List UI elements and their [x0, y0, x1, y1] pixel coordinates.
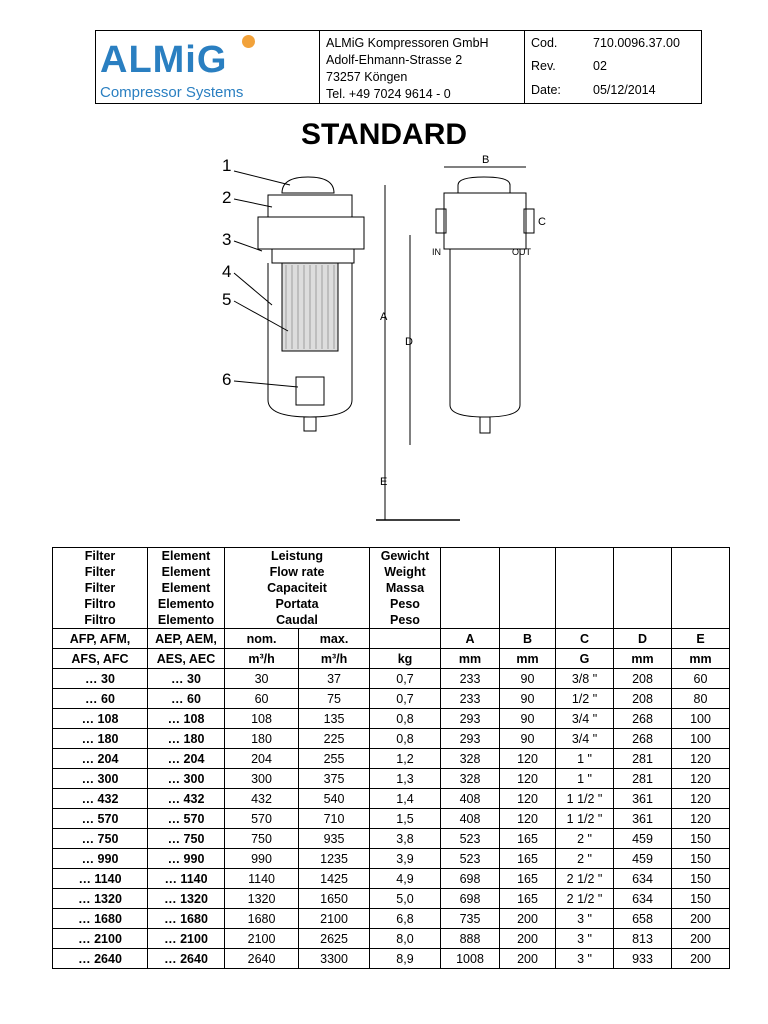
header-cell: G: [556, 649, 614, 669]
table-cell: 1 1/2 ": [556, 809, 614, 829]
table-cell: 1008: [441, 949, 500, 969]
table-cell: … 30: [53, 669, 148, 689]
table-cell: 990: [225, 849, 299, 869]
table-cell: 408: [441, 789, 500, 809]
table-cell: 200: [500, 909, 556, 929]
address-line: Tel. +49 7024 9614 - 0: [326, 87, 451, 101]
table-cell: 5,0: [370, 889, 441, 909]
table-cell: 100: [672, 709, 730, 729]
table-row: [53, 669, 730, 689]
table-row: [53, 949, 730, 969]
table-cell: 813: [614, 929, 672, 949]
header-cell: mm: [441, 649, 500, 669]
table-cell: 1,4: [370, 789, 441, 809]
header-cell: AFS, AFC: [53, 649, 148, 669]
dim-b-label: B: [482, 154, 490, 166]
table-cell: … 2640: [53, 949, 148, 969]
address-line: ALMiG Kompressoren GmbH: [326, 36, 489, 50]
header-cell: mm: [672, 649, 730, 669]
table-cell: 60: [225, 689, 299, 709]
table-cell: 698: [441, 869, 500, 889]
table-cell: 3 ": [556, 949, 614, 969]
page-title: STANDARD: [300, 118, 468, 151]
header-cell: m³/h: [225, 649, 299, 669]
header-cell: mm: [500, 649, 556, 669]
table-cell: 293: [441, 729, 500, 749]
table-cell: … 990: [148, 849, 225, 869]
header-cell: nom.: [225, 629, 299, 649]
dimensions-table: [52, 547, 730, 969]
table-cell: 1 ": [556, 769, 614, 789]
header-blank: [441, 548, 500, 629]
table-row: [53, 689, 730, 709]
table-cell: 180: [225, 729, 299, 749]
table-cell: 0,7: [370, 669, 441, 689]
header-text: Element: [161, 581, 211, 595]
table-row: [53, 889, 730, 909]
header-flow-rate: [225, 548, 370, 629]
table-cell: … 2100: [53, 929, 148, 949]
header-element: [148, 548, 225, 629]
table-header-units: [53, 649, 730, 669]
table-cell: 120: [672, 769, 730, 789]
header-cell: [370, 629, 441, 649]
document-meta: [525, 31, 701, 103]
logo-word: ALMiG: [100, 39, 228, 81]
table-cell: 459: [614, 849, 672, 869]
table-cell: … 1320: [53, 889, 148, 909]
header-cell: mm: [614, 649, 672, 669]
table-cell: 2 1/2 ": [556, 889, 614, 909]
header-text: Elemento: [157, 597, 215, 611]
table-cell: 0,7: [370, 689, 441, 709]
table-cell: 200: [672, 929, 730, 949]
header-cell: max.: [299, 629, 370, 649]
company-address: [320, 31, 525, 103]
meta-value: 02: [593, 59, 607, 74]
table-cell: … 60: [148, 689, 225, 709]
table-cell: 2625: [299, 929, 370, 949]
table-cell: 90: [500, 729, 556, 749]
dim-a-label: A: [380, 311, 388, 323]
header-text: Capaciteit: [267, 581, 327, 595]
table-cell: 120: [500, 769, 556, 789]
header-blank: [672, 548, 730, 629]
header-text: Elemento: [157, 613, 215, 627]
header-blank: [500, 548, 556, 629]
table-cell: 361: [614, 809, 672, 829]
table-cell: 300: [225, 769, 299, 789]
table-cell: 150: [672, 829, 730, 849]
table-cell: 634: [614, 889, 672, 909]
table-cell: 2100: [225, 929, 299, 949]
table-cell: 328: [441, 749, 500, 769]
almig-logo: [96, 31, 320, 103]
table-cell: … 432: [148, 789, 225, 809]
header-cell: AES, AEC: [148, 649, 225, 669]
table-cell: 432: [225, 789, 299, 809]
table-header-codes: [53, 629, 730, 649]
table-cell: 4,9: [370, 869, 441, 889]
table-row: [53, 729, 730, 749]
callout-4: 4: [222, 262, 232, 281]
table-cell: 8,0: [370, 929, 441, 949]
table-cell: … 60: [53, 689, 148, 709]
table-cell: 255: [299, 749, 370, 769]
header-filter: [53, 548, 148, 629]
meta-value: 05/12/2014: [593, 82, 656, 97]
table-cell: 2 ": [556, 849, 614, 869]
header-text: Element: [161, 565, 211, 579]
inlet-label: IN: [432, 247, 441, 257]
table-cell: 1680: [225, 909, 299, 929]
table-cell: … 300: [148, 769, 225, 789]
table-cell: 135: [299, 709, 370, 729]
table-header-languages: [53, 548, 730, 629]
table-cell: … 300: [53, 769, 148, 789]
table-cell: 0,8: [370, 709, 441, 729]
table-cell: … 1680: [148, 909, 225, 929]
callout-6: 6: [222, 370, 232, 389]
table-cell: 1,2: [370, 749, 441, 769]
table-cell: 888: [441, 929, 500, 949]
table-cell: 570: [225, 809, 299, 829]
table-cell: 281: [614, 769, 672, 789]
header-weight: [370, 548, 441, 629]
table-row: [53, 709, 730, 729]
table-cell: 540: [299, 789, 370, 809]
header-cell: B: [500, 629, 556, 649]
table-cell: 3/4 ": [556, 709, 614, 729]
header-cell: AEP, AEM,: [148, 629, 225, 649]
table-row: [53, 849, 730, 869]
table-row: [53, 749, 730, 769]
header-text: Peso: [390, 597, 420, 611]
table-cell: … 990: [53, 849, 148, 869]
header-cell: A: [441, 629, 500, 649]
table-cell: 2 ": [556, 829, 614, 849]
table-cell: … 2640: [148, 949, 225, 969]
table-cell: 208: [614, 689, 672, 709]
table-cell: … 180: [53, 729, 148, 749]
table-cell: 100: [672, 729, 730, 749]
table-cell: 523: [441, 849, 500, 869]
table-cell: 120: [672, 809, 730, 829]
table-cell: 361: [614, 789, 672, 809]
table-cell: 3/4 ": [556, 729, 614, 749]
dim-d-label: D: [405, 336, 413, 348]
header-text: Weight: [384, 565, 426, 579]
table-cell: … 204: [53, 749, 148, 769]
table-cell: 2 1/2 ": [556, 869, 614, 889]
table-cell: 204: [225, 749, 299, 769]
table-cell: 634: [614, 869, 672, 889]
table-cell: 150: [672, 889, 730, 909]
address-line: Adolf-Ehmann-Strasse 2: [326, 53, 463, 67]
table-cell: 1,5: [370, 809, 441, 829]
table-cell: 1/2 ": [556, 689, 614, 709]
table-row: [53, 829, 730, 849]
header-cell: E: [672, 629, 730, 649]
table-cell: 3300: [299, 949, 370, 969]
table-cell: 2640: [225, 949, 299, 969]
header-text: Filter: [84, 581, 116, 595]
logo-subtitle: Compressor Systems: [100, 84, 244, 101]
table-cell: … 1140: [148, 869, 225, 889]
header-cell: D: [614, 629, 672, 649]
table-cell: … 432: [53, 789, 148, 809]
table-cell: … 1140: [53, 869, 148, 889]
table-cell: 120: [500, 809, 556, 829]
header-blank: [614, 548, 672, 629]
table-cell: 1,3: [370, 769, 441, 789]
table-cell: … 570: [53, 809, 148, 829]
meta-value: 710.0096.37.00: [593, 36, 680, 50]
table-cell: 1235: [299, 849, 370, 869]
table-cell: 208: [614, 669, 672, 689]
header-text: Filter: [84, 565, 116, 579]
table-cell: 165: [500, 869, 556, 889]
table-cell: 268: [614, 729, 672, 749]
table-cell: 90: [500, 689, 556, 709]
table-cell: 3,9: [370, 849, 441, 869]
table-cell: 90: [500, 709, 556, 729]
outlet-label: OUT: [512, 247, 531, 257]
table-cell: 459: [614, 829, 672, 849]
table-cell: 1650: [299, 889, 370, 909]
header-cell: kg: [370, 649, 441, 669]
table-cell: 225: [299, 729, 370, 749]
table-cell: 80: [672, 689, 730, 709]
header-cell: C: [556, 629, 614, 649]
table-row: [53, 789, 730, 809]
table-cell: … 108: [53, 709, 148, 729]
table-cell: … 1320: [148, 889, 225, 909]
table-cell: 293: [441, 709, 500, 729]
table-row: [53, 809, 730, 829]
dim-e-label: E: [380, 476, 388, 488]
table-cell: 3 ": [556, 909, 614, 929]
callout-5: 5: [222, 290, 232, 309]
table-cell: 281: [614, 749, 672, 769]
table-cell: … 204: [148, 749, 225, 769]
table-cell: 1425: [299, 869, 370, 889]
meta-label: Rev.: [531, 59, 556, 74]
table-cell: … 180: [148, 729, 225, 749]
table-cell: 233: [441, 689, 500, 709]
table-cell: 1320: [225, 889, 299, 909]
table-cell: 750: [225, 829, 299, 849]
table-cell: 120: [672, 749, 730, 769]
table-row: [53, 929, 730, 949]
table-cell: … 570: [148, 809, 225, 829]
table-cell: 75: [299, 689, 370, 709]
meta-label: Date:: [531, 82, 561, 97]
callout-1: 1: [222, 156, 232, 175]
table-cell: … 2100: [148, 929, 225, 949]
table-cell: 1140: [225, 869, 299, 889]
table-cell: 165: [500, 849, 556, 869]
header-text: Filtro: [84, 597, 116, 611]
table-cell: 3/8 ": [556, 669, 614, 689]
header-text: Portata: [275, 597, 319, 611]
table-cell: 90: [500, 669, 556, 689]
sectional-view: [258, 177, 364, 431]
header-text: Caudal: [276, 613, 318, 627]
table-cell: 8,9: [370, 949, 441, 969]
table-cell: … 750: [53, 829, 148, 849]
table-cell: 935: [299, 829, 370, 849]
table-cell: 165: [500, 889, 556, 909]
table-cell: 3 ": [556, 929, 614, 949]
callout-2: 2: [222, 188, 232, 207]
logo-ball-icon: [242, 35, 255, 48]
filter-technical-drawing: [200, 154, 546, 525]
table-cell: … 1680: [53, 909, 148, 929]
table-cell: 735: [441, 909, 500, 929]
address-line: 73257 Köngen: [326, 70, 408, 84]
table-cell: 200: [672, 949, 730, 969]
table-cell: 165: [500, 829, 556, 849]
header-text: Massa: [385, 581, 425, 595]
header-cell: AFP, AFM,: [53, 629, 148, 649]
table-cell: 933: [614, 949, 672, 969]
callout-3: 3: [222, 230, 232, 249]
header-text: Filter: [84, 549, 116, 563]
dim-c-label: C: [538, 216, 546, 228]
table-cell: 200: [500, 949, 556, 969]
table-cell: 408: [441, 809, 500, 829]
table-cell: … 750: [148, 829, 225, 849]
table-cell: 2100: [299, 909, 370, 929]
table-cell: 233: [441, 669, 500, 689]
table-cell: 1 ": [556, 749, 614, 769]
table-cell: 698: [441, 889, 500, 909]
header-text: Peso: [390, 613, 420, 627]
header-text: Element: [161, 549, 211, 563]
table-cell: 658: [614, 909, 672, 929]
header-text: Gewicht: [380, 549, 430, 563]
table-cell: 200: [500, 929, 556, 949]
header-cell: m³/h: [299, 649, 370, 669]
table-cell: 6,8: [370, 909, 441, 929]
document-header: [95, 30, 702, 104]
table-row: [53, 769, 730, 789]
table-cell: 523: [441, 829, 500, 849]
table-cell: 200: [672, 909, 730, 929]
table-cell: 268: [614, 709, 672, 729]
table-cell: 120: [500, 749, 556, 769]
header-text: Flow rate: [269, 565, 325, 579]
table-cell: 60: [672, 669, 730, 689]
table-cell: 328: [441, 769, 500, 789]
table-row: [53, 909, 730, 929]
table-cell: 30: [225, 669, 299, 689]
header-text: Leistung: [270, 549, 324, 563]
header-text: Filtro: [84, 613, 116, 627]
table-cell: 3,8: [370, 829, 441, 849]
header-blank: [556, 548, 614, 629]
table-cell: 375: [299, 769, 370, 789]
table-cell: 120: [672, 789, 730, 809]
meta-label: Cod.: [531, 36, 558, 50]
table-cell: 1 1/2 ": [556, 789, 614, 809]
table-cell: 150: [672, 869, 730, 889]
table-cell: 150: [672, 849, 730, 869]
table-row: [53, 869, 730, 889]
table-cell: 37: [299, 669, 370, 689]
table-cell: … 30: [148, 669, 225, 689]
table-cell: 120: [500, 789, 556, 809]
table-cell: 710: [299, 809, 370, 829]
table-cell: 0,8: [370, 729, 441, 749]
table-cell: … 108: [148, 709, 225, 729]
table-cell: 108: [225, 709, 299, 729]
exterior-view: [436, 177, 534, 433]
